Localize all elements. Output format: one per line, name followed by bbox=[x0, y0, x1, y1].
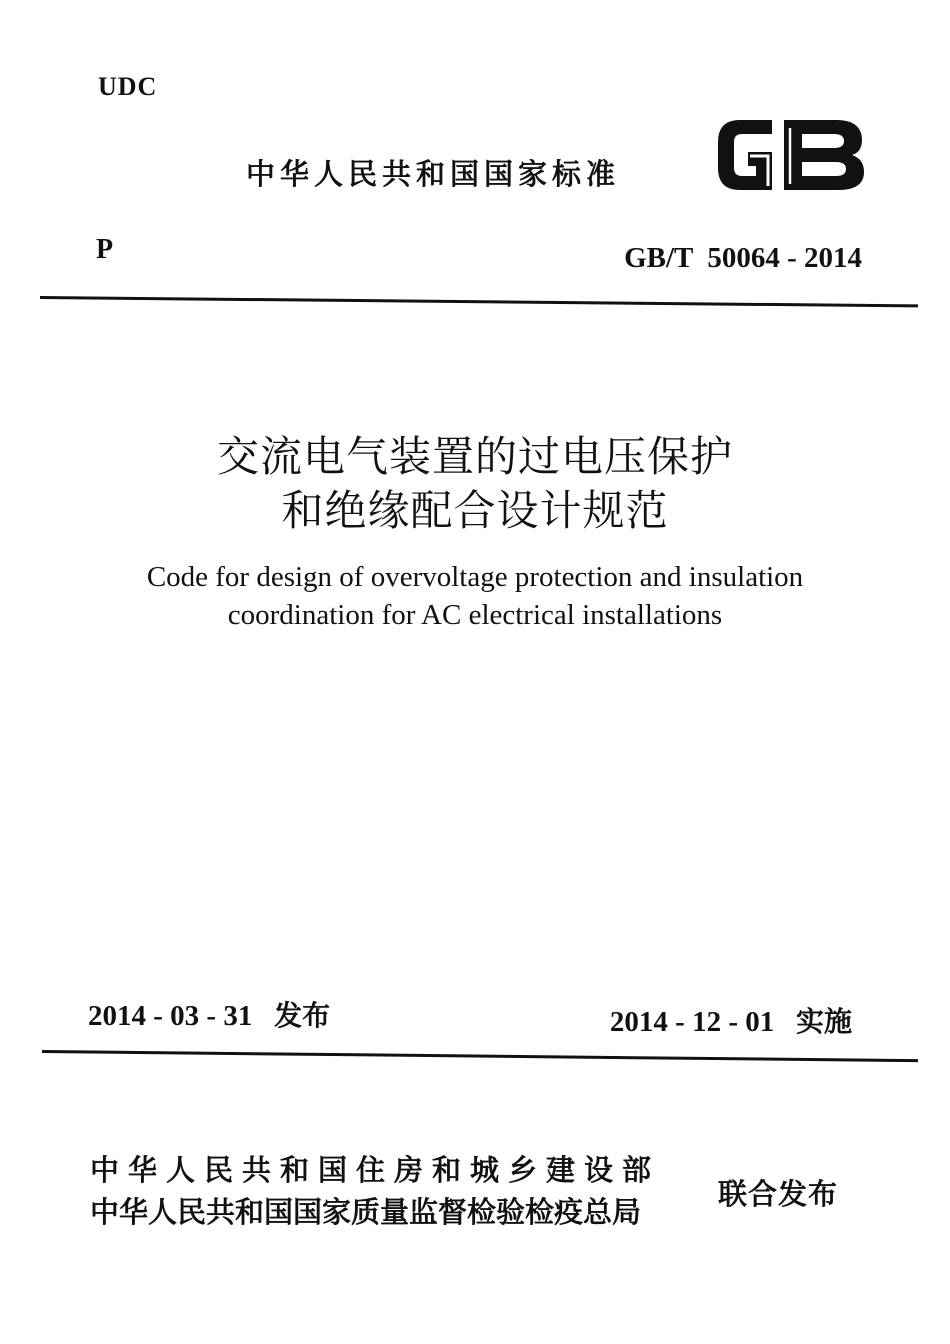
title-english-line-1: Code for design of overvoltage protection and insulation bbox=[146, 561, 804, 593]
issued-label: 发布 bbox=[274, 999, 331, 1032]
joint-publish-label: 联合发布 bbox=[718, 1177, 839, 1211]
gb-logo-icon bbox=[710, 110, 870, 200]
standard-number: GB/T 50064 - 2014 bbox=[624, 242, 862, 274]
title-chinese-line-2: 和绝缘配合设计规范 bbox=[281, 486, 669, 535]
effective-date-block bbox=[610, 1000, 852, 1040]
title-english bbox=[0, 558, 950, 634]
publisher-aqsiq: 中华人民共和国国家质量监督检验检疫总局 bbox=[90, 1195, 642, 1229]
publisher-ministry: 中华人民共和国住房和城乡建设部 bbox=[90, 1153, 661, 1187]
title-chinese bbox=[0, 430, 950, 538]
bottom-divider bbox=[42, 1050, 918, 1062]
issued-date-block bbox=[88, 994, 330, 1034]
national-standard-heading: 中华人民共和国国家标准 bbox=[246, 157, 621, 191]
effective-date: 2014 - 12 - 01 bbox=[609, 1006, 775, 1038]
issued-date: 2014 - 03 - 31 bbox=[88, 1000, 253, 1032]
title-chinese-line-1: 交流电气装置的过电压保护 bbox=[216, 432, 733, 481]
effective-label: 实施 bbox=[795, 1005, 852, 1038]
title-english-line-2: coordination for AC electrical installations bbox=[227, 599, 723, 631]
category-label: P bbox=[96, 234, 114, 265]
top-divider bbox=[40, 296, 918, 307]
udc-label: UDC bbox=[98, 72, 158, 101]
